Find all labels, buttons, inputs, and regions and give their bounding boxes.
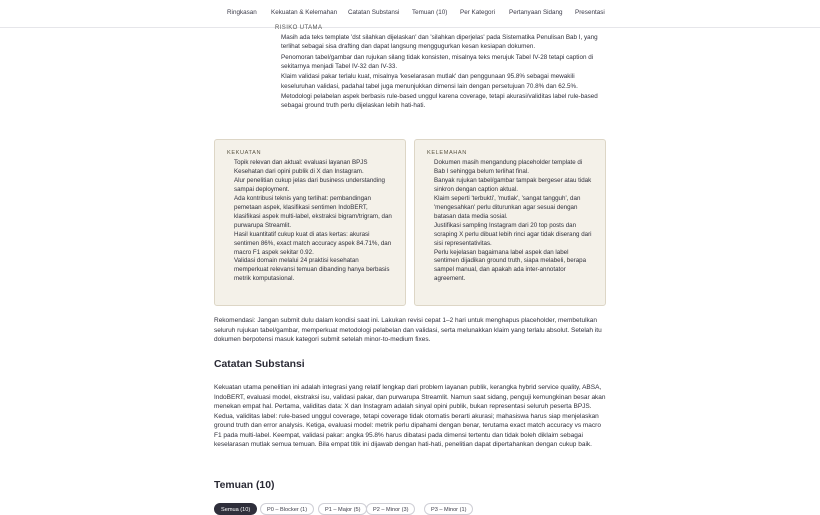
tab-pertanyaan-sidang[interactable]: Pertanyaan Sidang	[509, 9, 563, 16]
filter-p2[interactable]: P2 – Minor (3)	[366, 503, 415, 515]
risk-item: Metodologi pelabelan aspek berbasis rule-based unggul karena coverage, tetapi akurasi/validitas label rule-based sebagai ground truth perlu dijelaskan lebih hati-hati.	[281, 93, 598, 110]
strengths-heading: KEKUATAN	[227, 150, 262, 156]
risks-heading: RISIKO UTAMA	[275, 25, 323, 31]
weakness-item: Dokumen masih mengandung placeholder template di Bab I sehingga belum terlihat final.	[434, 159, 583, 175]
risks-list	[275, 33, 599, 111]
risks-section	[275, 25, 599, 112]
strength-item: Hasil kuantitatif cukup kuat di atas kertas: akurasi sentimen 86%, exact match accuracy aspek 84.71%, dan macro F1 aspek sekitar 0.92.	[234, 230, 392, 256]
filter-p3[interactable]: P3 – Minor (1)	[424, 503, 473, 515]
risk-item: Penomoran tabel/gambar dan rujukan silang tidak konsisten, misalnya teks merujuk Tabel IV-28 tetapi caption di sekitarnya menjadi Tabel IV-32 dan IV-33.	[281, 53, 594, 71]
risk-item: Klaim validasi pakar terlalu kuat, misalnya 'keselarasan mutlak' dan penggunaan 95.8% sebagai mewakili keseluruhan validasi, padahal tabel juga menunjukkan dimensi lain dengan persetujuan 70.8% dan 62.5%.	[281, 73, 578, 90]
tab-presentasi[interactable]: Presentasi	[575, 9, 605, 16]
tab-ringkasan[interactable]: Ringkasan	[227, 9, 257, 16]
top-nav	[0, 0, 820, 28]
weakness-item: Justifikasi sampling Instagram dari 20 top posts dan scraping X perlu dibuat lebih rinci agar tidak diserang dari sisi representativitas.	[434, 221, 592, 247]
strength-item: Ada kontribusi teknis yang terlihat: pembandingan pemetaan aspek, klasifikasi sentimen IndoBERT, klasifikasi aspek multi-label, ekstraksi bigram/trigram, dan purwarupa Streamlit.	[234, 194, 392, 229]
strengths-list	[227, 159, 393, 284]
strength-item: Validasi domain melalui 24 praktisi kesehatan memperkuat relevansi temuan dibanding hanya berbasis metrik komputasional.	[234, 257, 390, 283]
filter-semua[interactable]: Semua (10)	[214, 503, 257, 515]
weaknesses-card	[414, 139, 606, 306]
strengths-card	[214, 139, 406, 306]
strength-item: Alur penelitian cukup jelas dari business understanding sampai deployment.	[234, 176, 386, 193]
temuan-filters	[214, 503, 614, 515]
weakness-item: Klaim seperti 'terbukti', 'mutlak', 'sangat tangguh', dan 'mengesahkan' perlu diturunkan agar sesuai dengan batasan data media sosial.	[434, 194, 581, 220]
catatan-paragraph: Kekuatan utama penelitian ini adalah integrasi yang relatif lengkap dari problem layanan publik, kerangka hybrid service quality, ABSA, IndoBERT, evaluasi model, ekstraksi isu, validasi pakar, dan purwarupa Streamlit. Namun saat sidang, penguji kemungkinan besar akan menekan empat hal. Pertama, validitas data: X dan Instagram adalah sinyal opini publik, bukan representasi seluruh peserta BPJS. Kedua, validitas label: rule-based unggul coverage, tetapi coverage tidak otomatis berarti akurasi; mahasiswa harus siap menjelaskan ground truth dan error analysis. Ketiga, evaluasi model: metrik perlu dipahami dengan benar, terutama exact match accuracy vs macro F1 pada multi-label. Keempat, validasi pakar: angka 95.8% harus dibatasi pada dimensi tertentu dan tidak boleh diklaim sebagai keselarasan mutlak semua temuan. Bila empat titik ini dijawab dengan hati-hati, penelitian dapat dipertahankan dengan cukup baik.	[214, 384, 606, 448]
weakness-item: Perlu kejelasan bagaimana label aspek dan label sentimen dijadikan ground truth, siapa melabeli, berapa sampel manual, dan apakah ada inter-annotator agreement.	[434, 248, 587, 283]
weakness-item: Banyak rujukan tabel/gambar tampak bergeser atau tidak sinkron dengan caption aktual.	[434, 176, 592, 193]
temuan-heading: Temuan (10)	[214, 480, 275, 491]
weaknesses-list	[427, 159, 593, 284]
filter-p1[interactable]: P1 – Major (5)	[318, 503, 367, 515]
tab-per-kategori[interactable]: Per Kategori	[460, 9, 496, 16]
tab-kekuatan-kelemahan[interactable]: Kekuatan & Kelemahan	[271, 9, 338, 16]
tab-temuan[interactable]: Temuan (10)	[412, 9, 448, 16]
filter-p0[interactable]: P0 – Blocker (1)	[260, 503, 314, 515]
weaknesses-heading: KELEMAHAN	[427, 150, 467, 156]
risk-item: Masih ada teks template 'dst silahkan dijelaskan' dan 'silahkan diperjelas' pada Sistematika Penulisan Bab I, yang terlihat sebagai sisa drafting dan dapat langsung menggugurkan kesan kesiapan dokumen.	[281, 34, 598, 51]
catatan-heading: Catatan Substansi	[214, 359, 305, 370]
tab-catatan-substansi[interactable]: Catatan Substansi	[348, 9, 400, 16]
recommendation-text: Rekomendasi: Jangan submit dulu dalam kondisi saat ini. Lakukan revisi cepat 1–2 hari untuk menghapus placeholder, membetulkan seluruh rujukan tabel/gambar, memperkuat metodologi pelabelan dan validasi, serta melunakkan klaim yang terlalu absolut. Setelah itu dokumen berpotensi masuk kategori submit setelah minor-to-medium fixes.	[214, 317, 602, 343]
strength-item: Topik relevan dan aktual: evaluasi layanan BPJS Kesehatan dari opini publik di X dan Instagram.	[234, 159, 368, 175]
